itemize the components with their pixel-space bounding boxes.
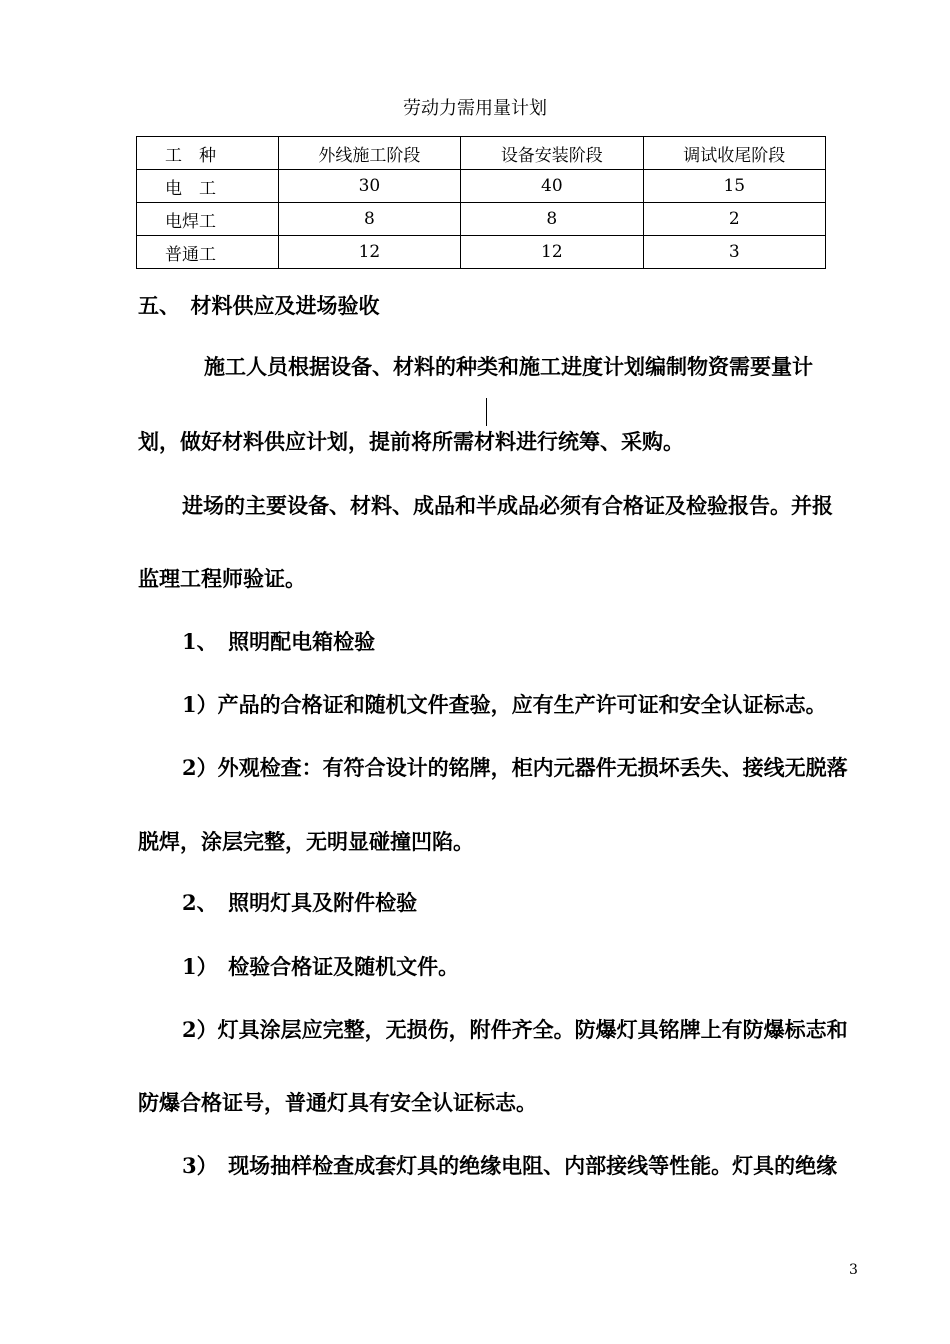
table-cell: 8 [278, 203, 460, 236]
paragraph-line: 施工人员根据设备、材料的种类和施工进度计划编制物资需要量计 [204, 354, 813, 379]
paragraph-line: 1）产品的合格证和随机文件查验，应有生产许可证和安全认证标志。 [182, 692, 827, 717]
section-heading: 五、 材料供应及进场验收 [138, 293, 380, 318]
labor-plan-table [136, 136, 826, 269]
header-cell-phase-1: 外线施工阶段 [278, 137, 460, 170]
table-cell: 40 [461, 170, 643, 203]
paragraph-line: 划，做好材料供应计划，提前将所需材料进行统筹、采购。 [138, 429, 684, 454]
table-cell: 2 [643, 203, 825, 236]
table-header-row [137, 137, 826, 170]
table-row [137, 236, 826, 269]
table-cell: 8 [461, 203, 643, 236]
table-cell: 30 [278, 170, 460, 203]
paragraph-line: 3） 现场抽样检查成套灯具的绝缘电阻、内部接线等性能。灯具的绝缘 [182, 1153, 838, 1178]
paragraph-line: 1） 检验合格证及随机文件。 [182, 954, 460, 979]
table-cell: 普通工 [137, 236, 279, 269]
paragraph-line: 脱焊，涂层完整，无明显碰撞凹陷。 [138, 829, 474, 854]
text-cursor [486, 398, 487, 426]
header-cell-trade: 工 种 [137, 137, 279, 170]
table-cell: 12 [461, 236, 643, 269]
paragraph-line: 防爆合格证号，普通灯具有安全认证标志。 [138, 1090, 537, 1115]
table-row [137, 170, 826, 203]
paragraph-line: 2）外观检查：有符合设计的铭牌，柜内元器件无损坏丢失、接线无脱落 [182, 755, 848, 780]
paragraph-line: 2、 照明灯具及附件检验 [182, 890, 418, 915]
paragraph-line: 进场的主要设备、材料、成品和半成品必须有合格证及检验报告。并报 [182, 493, 833, 518]
header-cell-phase-2: 设备安装阶段 [461, 137, 643, 170]
table-cell: 电 工 [137, 170, 279, 203]
table-title: 劳动力需用量计划 [403, 98, 547, 119]
header-cell-phase-3: 调试收尾阶段 [643, 137, 825, 170]
table-cell: 3 [643, 236, 825, 269]
table-row [137, 203, 826, 236]
paragraph-line: 1、 照明配电箱检验 [182, 629, 376, 654]
table-cell: 15 [643, 170, 825, 203]
table-cell: 12 [278, 236, 460, 269]
paragraph-line: 2）灯具涂层应完整，无损伤，附件齐全。防爆灯具铭牌上有防爆标志和 [182, 1017, 848, 1042]
page-number: 3 [849, 1262, 858, 1278]
paragraph-line: 监理工程师验证。 [138, 566, 306, 591]
table-cell: 电焊工 [137, 203, 279, 236]
